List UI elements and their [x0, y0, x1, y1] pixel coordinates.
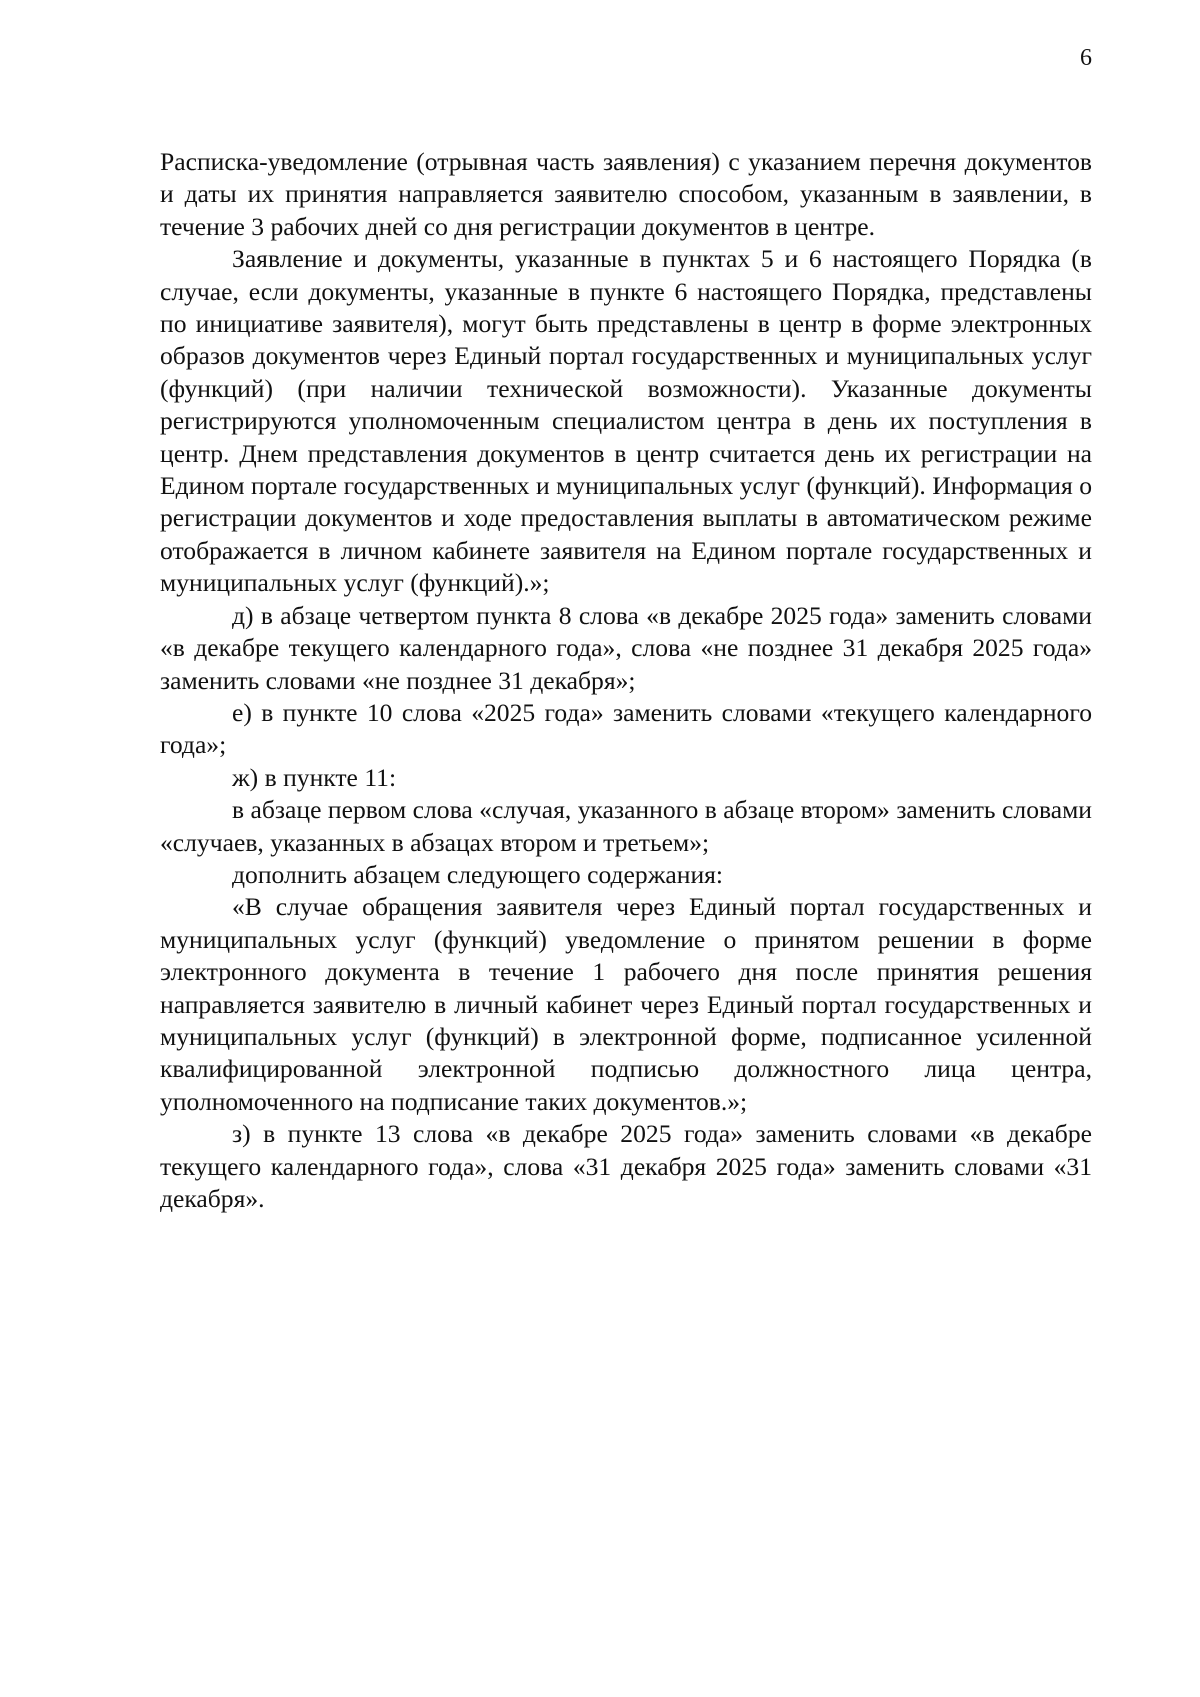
document-body [160, 146, 1092, 1215]
paragraph-item-z: з) в пункте 13 слова «в декабре 2025 года» заменить словами «в декабре текущего календарного года», слова «31 декабря 2025 года» заменить словами «31 декабря». [160, 1119, 1092, 1213]
page-number: 6 [1080, 45, 1092, 71]
paragraph-item-e: е) в пункте 10 слова «2025 года» заменить словами «текущего календарного года»; [160, 697, 1092, 760]
paragraph-item-d: д) в абзаце четвертом пункта 8 слова «в декабре 2025 года» заменить словами «в декабре текущего календарного года», слова «не позднее 31 декабря 2025 года» заменить словами «не позднее 31 декабря»; [160, 600, 1092, 695]
paragraph-electronic-submission: Заявление и документы, указанные в пунктах 5 и 6 настоящего Порядка (в случае, если документы, указанные в пункте 6 настоящего Порядка, представлены по инициативе заявителя), могут быть представлены в центр в форме электронных образов документов через Единый портал государственных и муниципальных услуг (функций) (при наличии технической возможности). Указанные документы регистрируются уполномоченным специалистом центра в день их поступления в центр. Днем представления документов в центр считается день их регистрации на Едином портале государственных и муниципальных услуг (функций). Информация о регистрации документов и ходе предоставления выплаты в автоматическом режиме отображается в личном кабинете заявителя на Едином портале государственных и муниципальных услуг (функций).»; [160, 244, 1092, 598]
paragraph-first-abzats-change: в абзаце первом слова «случая, указанного в абзаце втором» заменить словами «случаев, указанных в абзацах втором и третьем»; [160, 795, 1092, 857]
paragraph-add-abzats: дополнить абзацем следующего содержания: [232, 859, 724, 889]
paragraph-new-abzats-text: «В случае обращения заявителя через Единый портал государственных и муниципальных услуг (функций) уведомление о принятом решении в форме электронного документа в течение 1 рабочего дня после принятия решения направляется заявителю в личный кабинет через Единый портал государственных и муниципальных услуг (функций) в электронной форме, подписанное усиленной квалифицированной электронной подписью должностного лица центра, уполномоченного на подписание таких документов.»; [160, 892, 1092, 1116]
paragraph-item-zh: ж) в пункте 11: [232, 762, 397, 792]
paragraph-receipt-notice: Расписка-уведомление (отрывная часть заявления) с указанием перечня документов и даты их принятия направляется заявителю способом, указанным в заявлении, в течение 3 рабочих дней со дня регистрации документов в центре. [160, 147, 1092, 241]
